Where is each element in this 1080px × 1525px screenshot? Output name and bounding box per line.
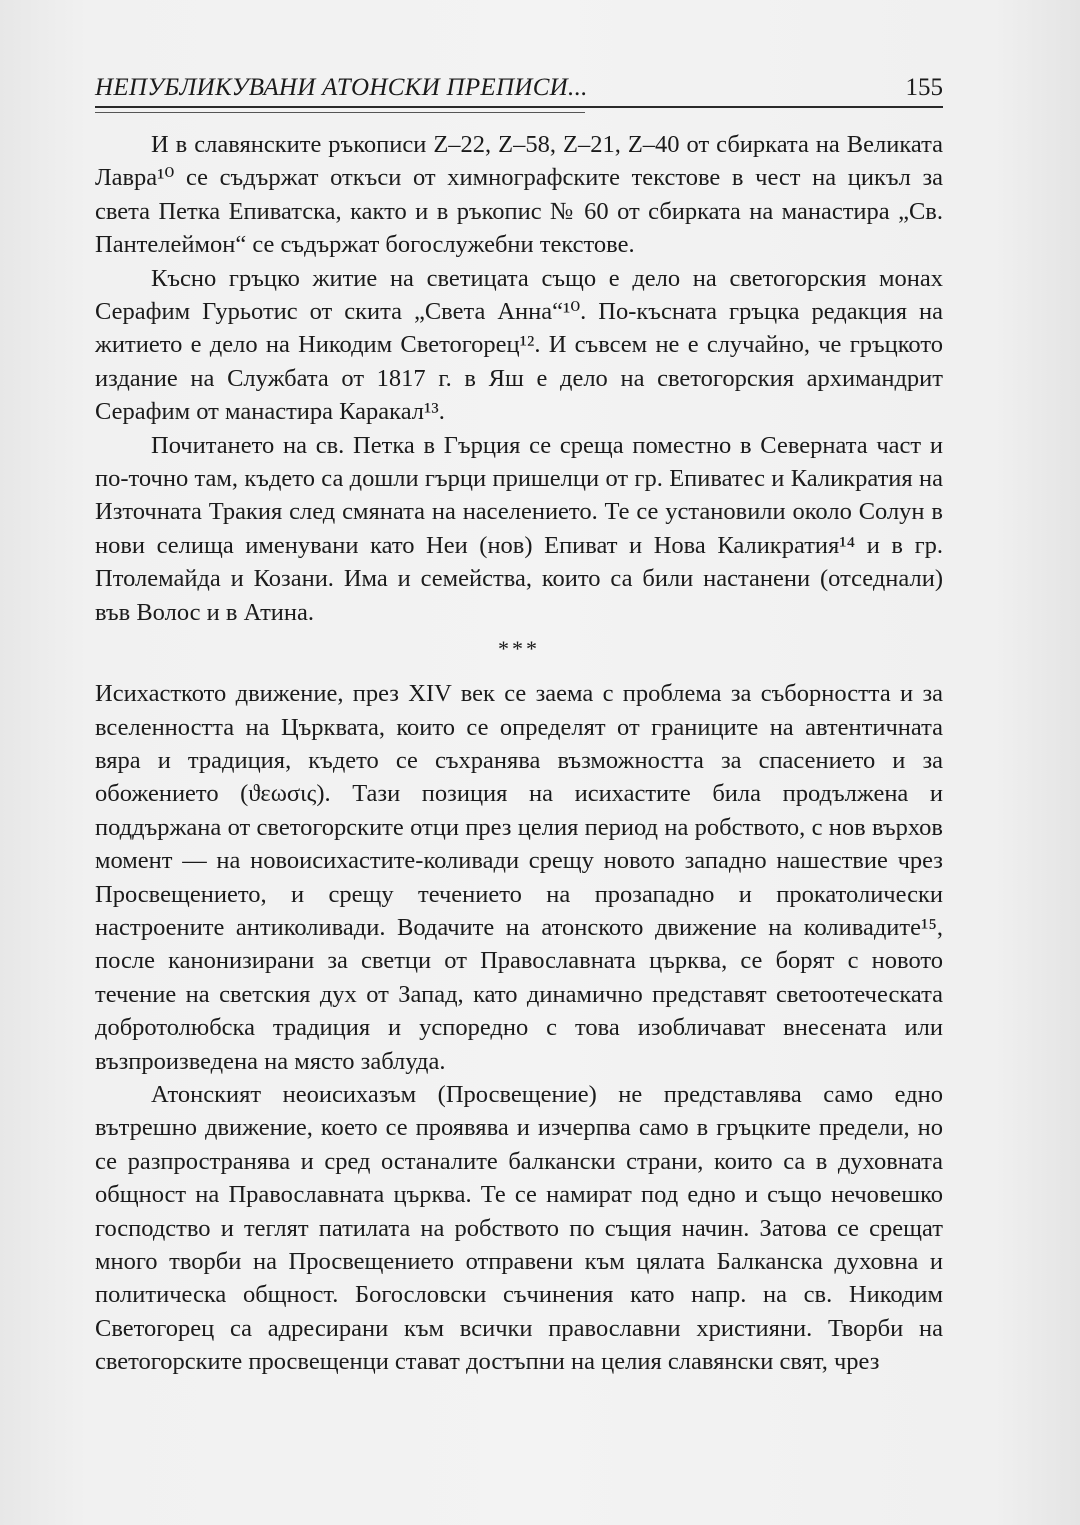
paragraph-3: Почитането на св. Петка в Гърция се среща поместно в Северната част и по-точно там, където са дошли гърци пришелци от гр. Епиватес и Каликратия на Източната Тракия след смяната на населението. Те се установили около Солун в нови селища именувани като Неи (нов) Епиват и Нова Каликратия¹⁴ и в гр. Птолемайда и Козани. Има и семейства, които са били настанени (отседнали) във Волос и в Атина. [95,431,943,626]
running-title: НЕПУБЛИКУВАНИ АТОНСКИ ПРЕПИСИ... [95,74,588,101]
paragraph-1: И в славянските ръкописи Z–22, Z–58, Z–21, Z–40 от сбирката на Великата Лавра¹⁰ се съдържат откъси от химнографските текстове в чест на цикъл за света Петка Епиватска, както и в ръкопис № 60 от сбирката на манастира „Св. Пантелеймон“ се съдържат богослужебни текстове. [95,131,943,259]
page-header [95,74,943,104]
paragraph-2: Късно гръцко житие на светицата също е дело на светогорския монах Серафим Гурьотис от скита „Света Анна“¹⁰. По-късната гръцка редакция на житието е дело на Никодим Светогорец¹². И съвсем не е случайно, че гръцкото издание на Службата от 1817 г. в Яш е дело на светогорския архимандрит Серафим от манастира Каракал¹³. [95,264,943,426]
header-rule-underline [95,112,585,113]
header-rule [95,106,943,108]
body-text [95,128,943,1379]
section-separator: *** [498,636,540,662]
paragraph-5: Атонският неоисихазъм (Просвещение) не представлява само едно вътрешно движение, което се проявява и изчерпва само в гръцките предели, но се разпространява и сред останалите балкански страни, които са в духовната общност на Православната църква. Те се намират под едно и също нечовешко господство и теглят патилата на робството по същия начин. Затова се срещат много творби на Просвещението отправени към цялата Балканска духовна и политическа общност. Богословски съчинения като напр. на св. Никодим Светогорец са адресирани към всички православни християни. Творби на светогорските просвещенци стават достъпни на целия славянски свят, чрез [95,1080,943,1376]
paragraph-4: Исихасткото движение, през XIV век се заема с проблема за съборността и за вселенността на Църквата, които се определят от границите на автентичната вяра и традиция, където се съхранява възможността за спасението и за обожението (ϑεωσις). Тази позиция на исихастите била продължена и поддържана от светогорските отци през целия период на робството, с нов върхов момент — на новоисихастите-коливади срещу новото западно нашествие чрез Просвещението, и срещу течението на прозападно и прокатолически настроените антиколивади. Водачите на атонското движение на коливадите¹⁵, после канонизирани за светци от Православната църква, се борят с новото течение на светския дух от Запад, като динамично представят светоотеческата добротолюбска традиция и успоредно с това изобличават внесената или възпроизведена на място заблуда. [95,680,943,1075]
page-number: 155 [905,74,943,101]
